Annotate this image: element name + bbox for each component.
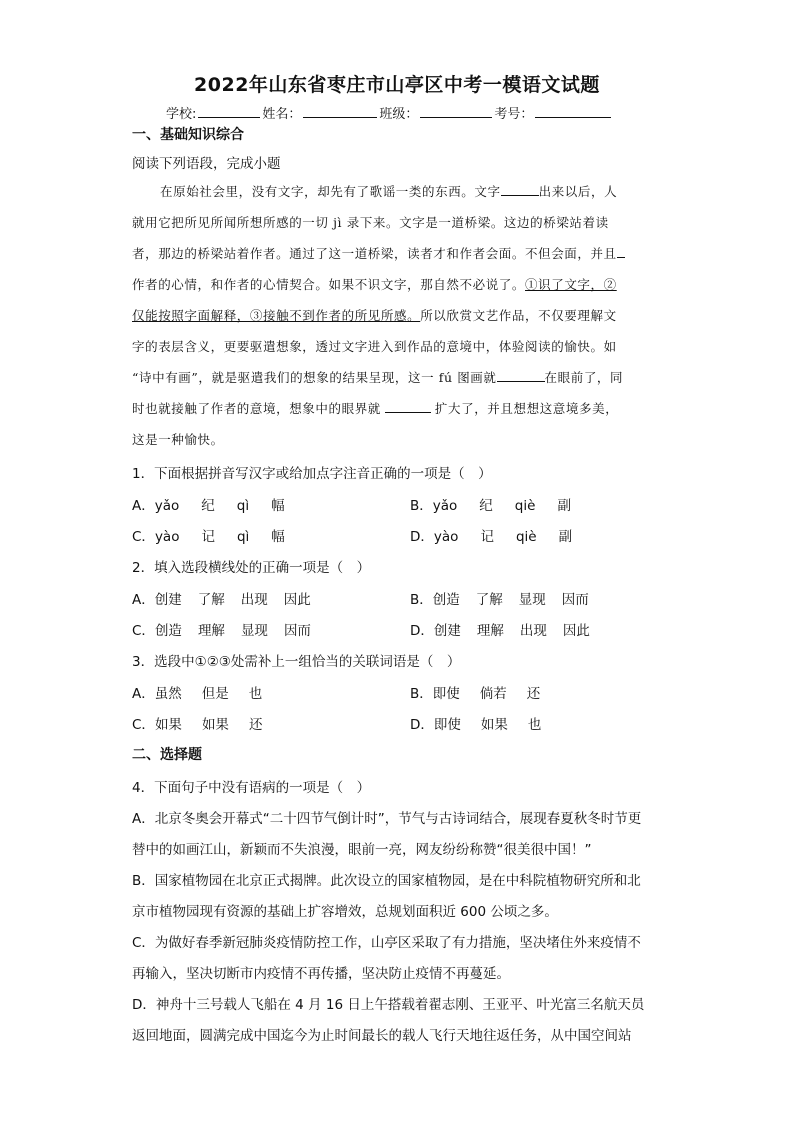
- option-label: C．: [132, 529, 155, 545]
- passage-text: 出来以后，人: [538, 184, 618, 199]
- student-info-line: [166, 103, 613, 122]
- option-a-continued: 替中的如画江山，新颖而不失浪漫，眼前一亮，网友纷纷称赞“很美很中国！”: [132, 842, 592, 858]
- instruction-text: 阅读下列语段，完成小题: [132, 156, 281, 172]
- class-blank[interactable]: [420, 105, 492, 118]
- option-c[interactable]: [132, 525, 285, 545]
- option-c[interactable]: [132, 619, 311, 639]
- option-part: 幅: [271, 529, 285, 545]
- option-b[interactable]: [410, 494, 571, 514]
- option-label: C．: [132, 717, 155, 733]
- option-label: D．: [410, 529, 434, 545]
- exam-no-label: 考号：: [494, 107, 534, 122]
- passage-line: [160, 182, 682, 200]
- option-part: 但是: [201, 686, 229, 702]
- option-part: 副: [557, 498, 571, 514]
- option-part: 纪: [479, 498, 493, 514]
- option-label: A．: [132, 686, 155, 702]
- option-part: 也: [248, 686, 263, 702]
- option-label: C．: [132, 623, 155, 639]
- option-part: 创建: [154, 592, 182, 608]
- option-part: 如果: [154, 717, 182, 733]
- fill-blank: [497, 370, 545, 382]
- option-a[interactable]: [132, 494, 285, 514]
- option-label: D．: [410, 623, 434, 639]
- option-part: 因而: [561, 592, 589, 608]
- option-part: 了解: [197, 592, 225, 608]
- option-part: 创造: [432, 592, 460, 608]
- option-a[interactable]: A．北京冬奥会开幕式“二十四节气倒计时”，节气与古诗词结合，展现春夏秋冬时节更: [132, 811, 642, 827]
- option-part: 副: [558, 529, 573, 545]
- underlined-text: 仅能按照字面解释，③接触不到作者的所见所感。: [132, 308, 421, 323]
- option-part: yǎo: [154, 498, 180, 514]
- passage-text: 作者的心情，和作者的心情契合。如果不识文字，那自然不必说了。: [132, 277, 526, 292]
- option-part: 如果: [480, 717, 508, 733]
- name-label: 姓名：: [262, 107, 302, 122]
- option-part: 倘若: [479, 686, 507, 702]
- option-part: 出现: [240, 592, 268, 608]
- question-stem: 1．下面根据拼音写汉字或给加点字注音正确的一项是（ ）: [132, 466, 492, 482]
- option-c[interactable]: [132, 713, 262, 733]
- school-label: 学校:: [166, 107, 197, 122]
- question-stem: 3．选段中①②③处需补上一组恰当的关联词语是（ ）: [132, 654, 461, 670]
- option-label: B．: [410, 592, 433, 608]
- passage-line: 就用它把所见所闻所想所感的一切 jì 录下来。文字是一道桥梁。这边的桥梁站着读: [132, 215, 609, 230]
- option-part: 即使: [433, 717, 461, 733]
- option-part: 即使: [432, 686, 460, 702]
- option-part: 因此: [283, 592, 311, 608]
- option-label: B．: [410, 686, 433, 702]
- option-part: 如果: [201, 717, 229, 733]
- underlined-text: ①识了文字，②: [525, 277, 617, 292]
- option-c-continued: 再输入，坚决切断市内疫情不再传播，坚决防止疫情不再蔓延。: [132, 966, 510, 982]
- option-label: A．: [132, 592, 155, 608]
- question-stem: 2．填入选段横线处的正确一项是（ ）: [132, 560, 371, 576]
- option-part: 虽然: [154, 686, 182, 702]
- option-b[interactable]: [410, 682, 540, 702]
- option-part: 理解: [197, 623, 225, 639]
- option-label: A．: [132, 498, 155, 514]
- option-part: yào: [154, 529, 180, 545]
- school-blank[interactable]: [198, 105, 260, 118]
- passage-text: 扩大了，并且想想这意境多美，: [434, 401, 619, 416]
- option-part: 显现: [518, 592, 546, 608]
- option-part: 还: [526, 686, 541, 702]
- option-part: 记: [480, 529, 494, 545]
- option-c[interactable]: C．为做好春季新冠肺炎疫情防控工作，山亭区采取了有力措施，坚决堵住外来疫情不: [132, 935, 641, 951]
- name-blank[interactable]: [303, 105, 377, 118]
- passage-line: 这是一种愉快。: [132, 432, 224, 447]
- passage-line: [132, 275, 654, 293]
- option-part: yǎo: [432, 498, 458, 514]
- passage-text: 在眼前了，同: [544, 370, 624, 385]
- option-part: qì: [236, 498, 250, 514]
- option-b-continued: 京市植物园现有资源的基础上扩容增效，总规划面积近 600 公顷之多。: [132, 904, 558, 920]
- option-part: 也: [527, 717, 542, 733]
- passage-line: [132, 368, 654, 386]
- passage-line: [132, 306, 654, 324]
- passage-text: 所以欣赏文艺作品，不仅要理解文: [420, 308, 617, 323]
- option-part: 因此: [562, 623, 590, 639]
- option-part: qì: [236, 529, 250, 545]
- option-part: 因而: [283, 623, 311, 639]
- option-part: yào: [433, 529, 459, 545]
- passage-text: 者，那边的桥梁站着作者。通过了这一道桥梁，读者才和作者会面。不但会面，并且: [132, 246, 617, 261]
- option-label: D．: [410, 717, 434, 733]
- fill-blank: [617, 246, 625, 258]
- option-part: qiè: [515, 529, 537, 545]
- option-d[interactable]: [410, 713, 541, 733]
- fill-blank: [501, 184, 539, 196]
- option-part: 创建: [433, 623, 461, 639]
- passage-text: 时也就接触了作者的意境，想象中的眼界就: [132, 401, 381, 416]
- section-heading: 一、基础知识综合: [132, 127, 244, 143]
- option-part: 出现: [519, 623, 547, 639]
- option-part: qiè: [514, 498, 536, 514]
- option-part: 理解: [476, 623, 504, 639]
- passage-line: [132, 244, 654, 262]
- option-d-continued: 返回地面，圆满完成中国迄今为止时间最长的载人飞行天地往返任务，从中国空间站: [132, 1028, 632, 1044]
- option-a[interactable]: [132, 588, 311, 608]
- option-part: 幅: [271, 498, 285, 514]
- option-a[interactable]: [132, 682, 262, 702]
- option-d[interactable]: [410, 525, 572, 545]
- option-part: 创造: [154, 623, 182, 639]
- fill-blank: [385, 401, 431, 413]
- option-b[interactable]: [410, 588, 589, 608]
- passage-line: 字的表层含义，更要驱遣想象，透过文字进入到作品的意境中，体验阅读的愉快。如: [132, 339, 617, 354]
- option-part: 纪: [201, 498, 215, 514]
- option-d[interactable]: D．神舟十三号载人飞船在 4 月 16 日上午搭载着翟志刚、王亚平、叶光富三名航天员: [132, 997, 645, 1013]
- passage-text: “诗中有画”，就是驱遣我们的想象的结果呈现，这一 fú 图画就: [132, 370, 497, 385]
- option-b[interactable]: B．国家植物园在北京正式揭牌。此次设立的国家植物园，是在中科院植物研究所和北: [132, 873, 641, 889]
- question-stem: 4．下面句子中没有语病的一项是（ ）: [132, 780, 371, 796]
- exam-no-blank[interactable]: [535, 105, 611, 118]
- option-part: 显现: [240, 623, 268, 639]
- option-part: 记: [201, 529, 215, 545]
- passage-text: 在原始社会里，没有文字，却先有了歌谣一类的东西。文字: [160, 184, 501, 199]
- page-title: 2022年山东省枣庄市山亭区中考一模语文试题: [194, 74, 600, 96]
- class-label: 班级：: [379, 107, 419, 122]
- option-part: 了解: [475, 592, 503, 608]
- passage-line: [132, 399, 654, 417]
- section-heading: 二、选择题: [132, 747, 202, 763]
- option-part: 还: [248, 717, 263, 733]
- option-label: B．: [410, 498, 433, 514]
- option-d[interactable]: [410, 619, 590, 639]
